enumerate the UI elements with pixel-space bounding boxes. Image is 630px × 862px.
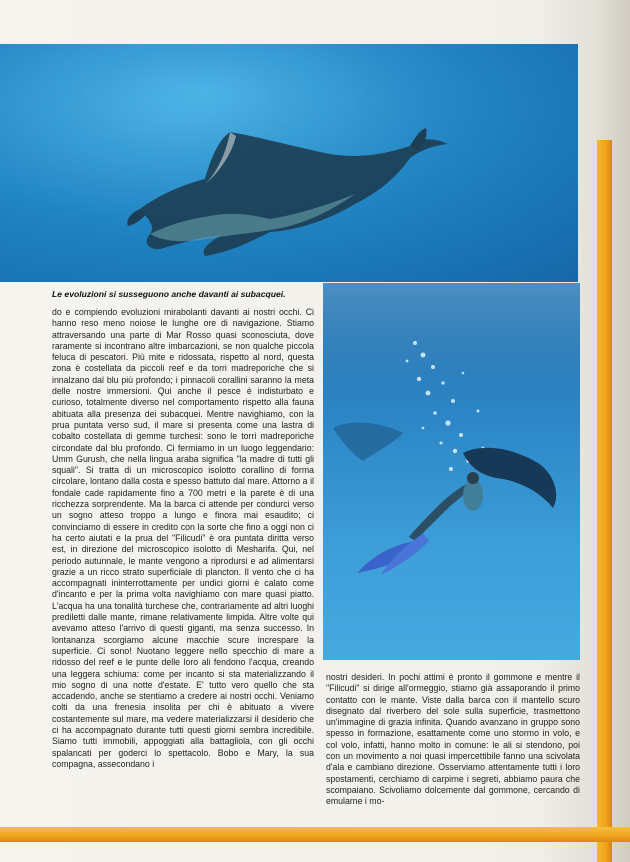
manta-ray-illustration <box>0 44 578 282</box>
decorative-vertical-stripe <box>597 140 612 862</box>
article-text-left: do e compiendo evoluzioni mirabolanti davanti ai nostri occhi. Ci hanno reso meno noiose le lunghe ore di navigazione. Stiamo attraversando una parte di Mar Rosso quasi sconosciuta, dove raramente si incontrano altre imbarcazioni, se non qualche piccola feluca di pescatori. Più mite e ridossata, rispetto al nord, questa zona è costellata da piccoli reef e da torri madreporiche che si innalzano dal blu più profondo; i pinnacoli corallini saranno la meta delle nostre immersioni. Qui anche il pesce è indisturbato e curioso, totalmente diverso nel comportamento rispetto alla fauna abituata alla presenza dei subacquei. Mentre navighiamo, con la prua puntata verso sud, il mare si presenta come una lastra di cobalto costellata di gemme turchesi: sono le torri madreporiche circondate dal blu profondo. Ci fermiamo in un luogo leggendario: Umm Gurush, che nella lingua araba significa "la madre di tutti gli squali". Si tratta di un microscopico isolotto corallino di forma circolare, lontano dalla costa e spesso battuto dal mare. Attorno a il fondale cade rapidamente fino a 700 metri e la parete è di una ricchezza sorprendente. Ma la barca ci attende per condurci verso un sogno atteso troppo a lungo e finora mai esaudito; ci convinciamo di essere in credito con la sorte che fino a oggi non ci ha certo aiutati e la prua del "Filicudi" è ora puntata diritta verso est, in direzione del microscopico isolotto di Mesharifa. Qui, nel periodo autunnale, le mante vengono a riprodursi e ad alimentarsi grazie a un ricco strato superficiale di plancton. Il vento che ci ha accompagnati ininterrottamente per undici giorni è calato come d'incanto e per la prima volta navighiamo con mare quasi piatto. L'acqua ha una tonalità turchese che, contrariamente ad altri luoghi prediletti dalle mante, rimane relativamente limpida. Altre volte qui avevamo atteso l'arrivo di questi giganti, ma senza successo. In lontananza scorgiamo alcune macchie scure increspare la superficie. Ci sono! Nuotano leggere nello specchio di mare a ridosso del reef e le punte delle loro ali fendono l'acqua, creando una leggera schiuma: come per incanto si sta materializzando il mio sogno di una notte d'estate. E' tutto vero quello che sta accadendo, anche se stentiamo a credere ai nostri occhi. Veniamo colti da una frenesia insolita per chi è abituato a vivere costantemente sul mare, ma vedere materializzarsi il desiderio che ci ha accompagnato durante tutti questi giorni sembra incredibile. Siamo tutti immobili, appoggiati alla battagliola, con gli occhi spalancati per goderci lo spettacolo. Bobo e Mary, la sua compagna, assecondano i <box>52 307 314 769</box>
article-text-right: nostri desideri. In pochi attimi è pronto il gommone e mentre il "Filicudi" si dirige all'ormeggio, stiamo già assaporando il primo contatto con le mante. Viste dalla barca con il mantello scuro disegnato dal riverbero del sole sulla superficie, trasmettono un'immagine di grazia infinita. Quando avanzano in gruppo sono spesso in formazione, esattamente come uno stormo in volo, e col volo, infatti, hanno molto in comune: le ali si stendono, poi con un movimento a noi quasi impercettibile fanno una scivolata d'ala e cambiano direzione. Osserviamo attentamente tutti i loro spostamenti, cerchiamo di carpirne i segreti, abbiamo paura che scompaiano. Scivoliamo dolcemente dal gommone, cercando di emularne i mo- <box>326 672 580 807</box>
article-column-left <box>52 307 314 770</box>
article-column-right <box>326 672 580 808</box>
decorative-horizontal-stripe <box>0 827 630 842</box>
diver-with-mantas-photo <box>323 283 580 660</box>
photo-caption: Le evoluzioni si susseguono anche davanti ai subacquei. <box>52 289 286 299</box>
manta-ray-photo <box>0 44 578 282</box>
diver-illustration <box>323 283 580 660</box>
